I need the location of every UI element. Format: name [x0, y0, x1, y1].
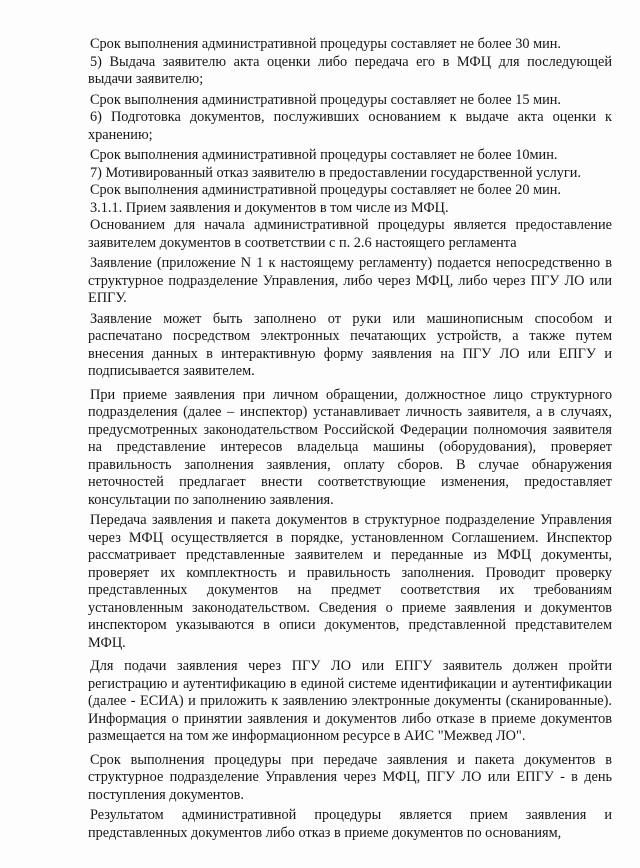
paragraph-application-submission: Заявление (приложение N 1 к настоящему регламенту) подается непосредственно в структурное подразделение Управления, либо через МФЦ, либо через ПГУ ЛО или ЕПГУ.	[88, 255, 612, 306]
paragraph-basis: Основанием для начала административной процедуры является предоставление заявителем документов в соответствии с п. 2.6 настоящего регламента	[88, 217, 612, 251]
paragraph-term-30: Срок выполнения административной процедуры составляет не более 30 мин.	[90, 36, 562, 52]
paragraph-procedure-term: Срок выполнения процедуры при передаче заявления и пакета документов в структурное подразделение Управления через МФЦ, ПГУ ЛО или ЕПГУ - в день поступления документов.	[88, 751, 612, 803]
paragraph-term-10: Срок выполнения административной процедуры составляет не более 10мин.	[90, 147, 558, 163]
paragraph-result: Результатом административной процедуры является прием заявления и представленных документов либо отказ в приеме документов по основаниям,	[88, 807, 612, 841]
paragraph-item-5: 5) Выдача заявителю акта оценки либо передача его в МФЦ для последующей выдачи заявителю;	[88, 53, 612, 87]
paragraph-item-7: 7) Мотивированный отказ заявителю в предоставлении государственной услуги.	[90, 164, 581, 181]
paragraph-online-submission: Для подачи заявления через ПГУ ЛО или ЕПГУ заявитель должен пройти регистрацию и аутентификацию в единой системе идентификации и аутентификации (далее - ЕСИА) и приложить к заявлению электронные документы (сканированные). Информация о принятии заявления и документов либо отказе в приеме документов размещается на том же информационном ресурсе в АИС "Межвед ЛО".	[88, 658, 612, 744]
paragraph-personal-visit: При приеме заявления при личном обращении, должностное лицо структурного подразделения (далее – инспектор) устанавливает личность заявителя, а в случаях, предусмотренных законодательством Российской Федерации полномочия заявителя на представление интересов владельца машины (оборудования), проверяет правильность заполнения заявления, оплату сборов. В случае обнаружения неточностей предлагает внести соответствующие изменения, предоставляет консультации по заполнению заявления.	[88, 386, 612, 508]
section-heading-3-1-1: 3.1.1. Прием заявления и документов в том числе из МФЦ.	[90, 199, 449, 216]
paragraph-item-6: 6) Подготовка документов, послуживших основанием к выдаче акта оценки к хранению;	[88, 109, 612, 143]
paragraph-term-15: Срок выполнения административной процедуры составляет не более 15 мин.	[90, 91, 562, 108]
paragraph-term-20: Срок выполнения административной процедуры составляет не более 20 мин.	[90, 182, 562, 198]
paragraph-application-filling: Заявление может быть заполнено от руки или машинописным способом и распечатано посредством электронных печатающих устройств, а также путем внесения данных в интерактивную форму заявления на ПГУ ЛО или ЕПГУ и подписывается заявителем.	[88, 310, 612, 379]
paragraph-mfc-transfer: Передача заявления и пакета документов в структурное подразделение Управления через МФЦ осуществляется в порядке, установленном Соглашением. Инспектор рассматривает представленные заявителем и переданные из МФЦ документы, проверяет их комплектность и правильность заполнения. Проводит проверку представленных документов на предмет соответствия их требованиям установленным законодательством. Сведения о приеме заявления и документов инспектором указываются в описи документов, представленной представителем МФЦ.	[88, 512, 612, 651]
